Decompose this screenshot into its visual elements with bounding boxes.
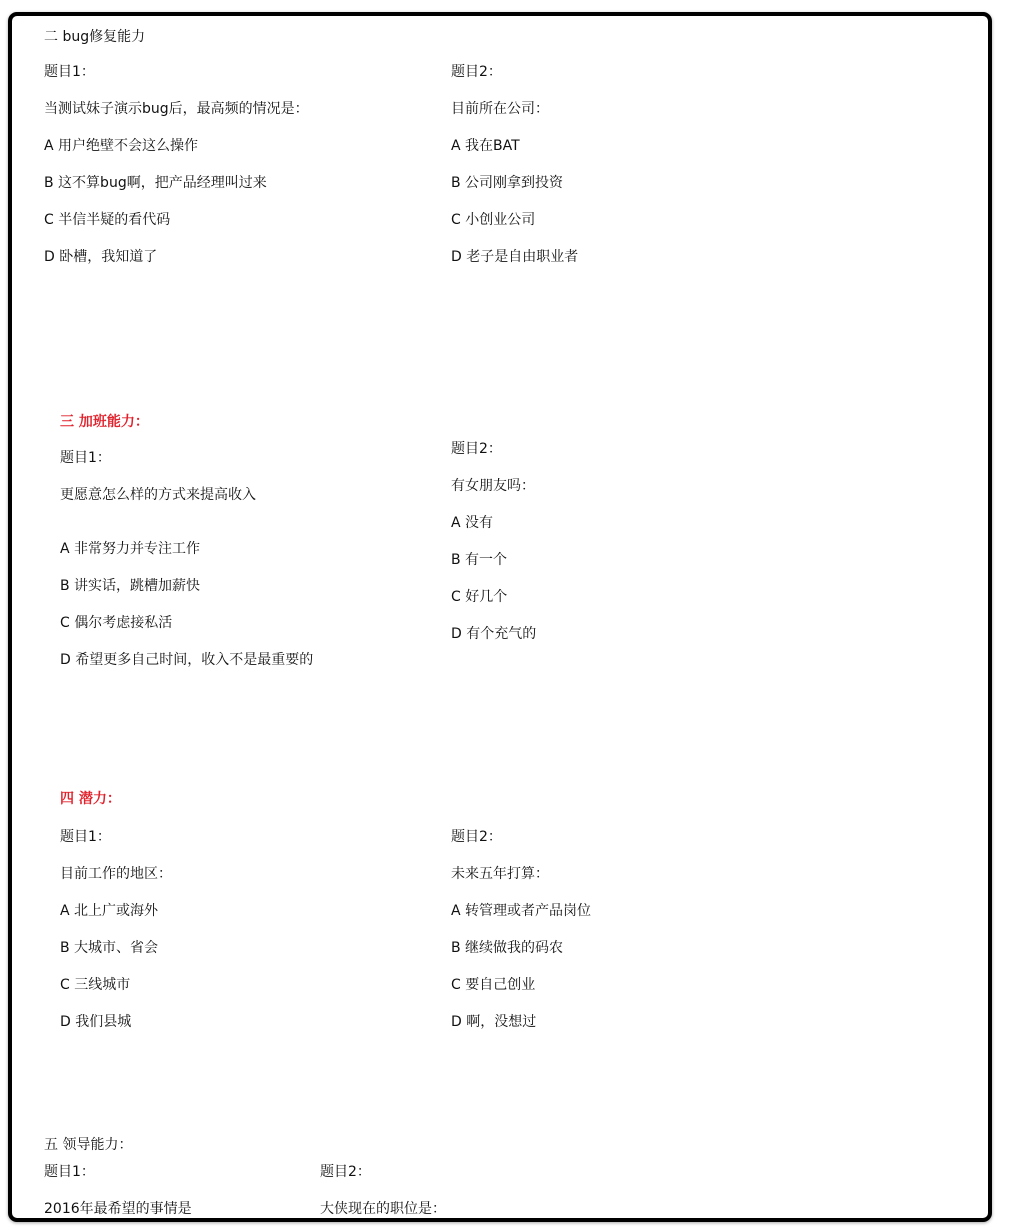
option-b: B 这不算bug啊，把产品经理叫过来 xyxy=(44,175,267,191)
question-label: 题目2： xyxy=(320,1164,371,1180)
option-b: B 公司刚拿到投资 xyxy=(451,175,564,191)
question-text: 2016年最希望的事情是 xyxy=(44,1201,192,1217)
section-heading: 五 领导能力： xyxy=(44,1137,133,1153)
option-a: A 我在BAT xyxy=(451,138,520,154)
option-d: D 希望更多自己时间，收入不是最重要的 xyxy=(60,652,314,668)
option-d: D 我们县城 xyxy=(60,1014,132,1030)
option-c: C 偶尔考虑接私活 xyxy=(60,615,173,631)
option-a: A 用户绝壁不会这么操作 xyxy=(44,138,199,154)
option-c: C 三线城市 xyxy=(60,977,131,993)
option-b: B 大城市、省会 xyxy=(60,940,159,956)
question-label: 题目1： xyxy=(44,1164,95,1180)
question-text: 未来五年打算： xyxy=(451,866,549,882)
option-c: C 要自己创业 xyxy=(451,977,536,993)
section-heading: 四 潜力： xyxy=(60,791,121,807)
question-text: 目前工作的地区： xyxy=(60,866,172,882)
question-label: 题目2： xyxy=(451,64,502,80)
option-d: D 啊，没想过 xyxy=(451,1014,537,1030)
question-text: 大侠现在的职位是： xyxy=(320,1201,446,1217)
section-heading: 二 bug修复能力 xyxy=(44,29,146,45)
question-label: 题目1： xyxy=(44,64,95,80)
option-d: D 卧槽，我知道了 xyxy=(44,249,158,265)
question-text: 目前所在公司： xyxy=(451,101,549,117)
question-label: 题目1： xyxy=(60,829,111,845)
option-d: D 老子是自由职业者 xyxy=(451,249,579,265)
option-d: D 有个充气的 xyxy=(451,626,537,642)
option-b: B 有一个 xyxy=(451,552,508,568)
question-text: 更愿意怎么样的方式来提高收入 xyxy=(60,487,256,503)
option-b: B 讲实话，跳槽加薪快 xyxy=(60,578,201,594)
option-a: A 北上广或海外 xyxy=(60,903,159,919)
document-page xyxy=(8,12,992,1222)
section-heading: 三 加班能力： xyxy=(60,414,149,430)
option-b: B 继续做我的码农 xyxy=(451,940,564,956)
option-a: A 转管理或者产品岗位 xyxy=(451,903,592,919)
option-c: C 半信半疑的看代码 xyxy=(44,212,171,228)
option-c: C 小创业公司 xyxy=(451,212,536,228)
question-label: 题目2： xyxy=(451,829,502,845)
question-text: 当测试妹子演示bug后，最高频的情况是： xyxy=(44,101,309,117)
question-text: 有女朋友吗： xyxy=(451,478,535,494)
question-label: 题目1： xyxy=(60,450,111,466)
option-c: C 好几个 xyxy=(451,589,508,605)
option-a: A 非常努力并专注工作 xyxy=(60,541,201,557)
question-label: 题目2： xyxy=(451,441,502,457)
option-a: A 没有 xyxy=(451,515,494,531)
